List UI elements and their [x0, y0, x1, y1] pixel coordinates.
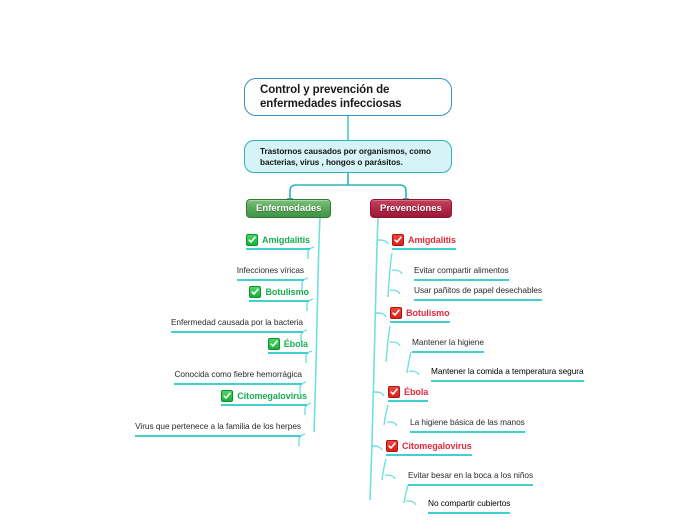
branch-label-enfermedades: Enfermedades	[256, 203, 322, 214]
right-item-detail[interactable]	[414, 285, 542, 298]
item-label: Evitar besar en la boca a los niños	[408, 470, 534, 480]
green-check-icon	[249, 286, 261, 298]
left-item-primary[interactable]	[221, 390, 307, 404]
item-underline	[390, 321, 450, 323]
red-check-icon	[386, 440, 398, 452]
item-label: Mantener la higiene	[412, 337, 484, 347]
item-underline	[249, 300, 309, 302]
right-item-detail[interactable]	[408, 470, 533, 483]
item-underline	[428, 512, 510, 514]
branch-button-enfermedades[interactable]	[246, 199, 331, 218]
item-underline	[388, 400, 428, 402]
right-item-primary[interactable]	[392, 234, 456, 248]
item-underline	[392, 248, 456, 250]
item-underline	[221, 404, 307, 406]
description-node[interactable]	[244, 140, 452, 173]
left-item-detail[interactable]	[171, 317, 303, 330]
green-check-icon	[221, 390, 233, 402]
red-check-icon	[390, 307, 402, 319]
right-item-detail[interactable]	[414, 265, 509, 278]
item-label: Evitar compartir alimentos	[414, 265, 509, 275]
branch-button-prevenciones[interactable]	[370, 199, 452, 218]
item-label: No compartir cubiertos	[428, 498, 511, 508]
right-item-detail[interactable]	[412, 337, 484, 350]
item-label: Usar pañitos de papel desechables	[414, 285, 542, 295]
right-item-detail[interactable]	[410, 417, 525, 430]
item-label: Botulismo	[265, 286, 309, 297]
item-label: Citomegalovirus	[237, 390, 307, 401]
right-item-primary[interactable]	[386, 440, 472, 454]
item-underline	[412, 351, 484, 353]
item-underline	[237, 279, 304, 281]
item-underline	[408, 484, 533, 486]
left-item-primary[interactable]	[249, 286, 309, 300]
left-item-detail[interactable]	[237, 265, 304, 278]
right-item-primary[interactable]	[388, 386, 428, 400]
item-label: La higiene básica de las manos	[410, 417, 525, 427]
green-check-icon	[246, 234, 258, 246]
item-label: Botulismo	[406, 307, 450, 318]
item-label: Amigdalitis	[262, 234, 310, 245]
item-underline	[431, 380, 584, 382]
red-check-icon	[392, 234, 404, 246]
right-item-primary[interactable]	[390, 307, 450, 321]
item-underline	[386, 454, 472, 456]
red-check-icon	[388, 386, 400, 398]
item-label: Amigdalitis	[408, 234, 456, 245]
description-node-text: Trastornos causados por organismos, como bacterias, virus , hongos o parásitos.	[260, 146, 431, 167]
item-label: Conocida como fiebre hemorrágica	[174, 369, 302, 379]
root-node-title: Control y prevención de enfermedades infecciosas	[260, 84, 402, 110]
root-node[interactable]	[244, 78, 452, 116]
item-label: Enfermedad causada por la bacteria	[170, 317, 303, 327]
left-item-detail[interactable]	[135, 421, 301, 434]
item-label: Ébola	[404, 386, 429, 397]
branch-label-prevenciones: Prevenciones	[380, 203, 442, 214]
left-item-primary[interactable]	[246, 234, 310, 248]
item-underline	[135, 435, 301, 437]
left-item-primary[interactable]	[268, 338, 308, 352]
item-label: Virus que pertenece a la familia de los herpes	[135, 421, 301, 431]
item-underline	[174, 383, 302, 385]
item-label: Ébola	[283, 338, 308, 349]
item-underline	[414, 279, 509, 281]
right-item-detail[interactable]	[431, 366, 584, 379]
item-label: Citomegalovirus	[402, 440, 472, 451]
item-underline	[171, 331, 303, 333]
item-underline	[410, 431, 525, 433]
right-item-detail[interactable]	[428, 498, 510, 511]
left-item-detail[interactable]	[174, 369, 302, 382]
green-check-icon	[268, 338, 280, 350]
item-label: Mantener la comida a temperatura segura	[431, 366, 584, 376]
item-underline	[268, 352, 308, 354]
item-label: Infecciones víricas	[236, 265, 304, 275]
item-underline	[246, 248, 310, 250]
item-underline	[414, 299, 542, 301]
